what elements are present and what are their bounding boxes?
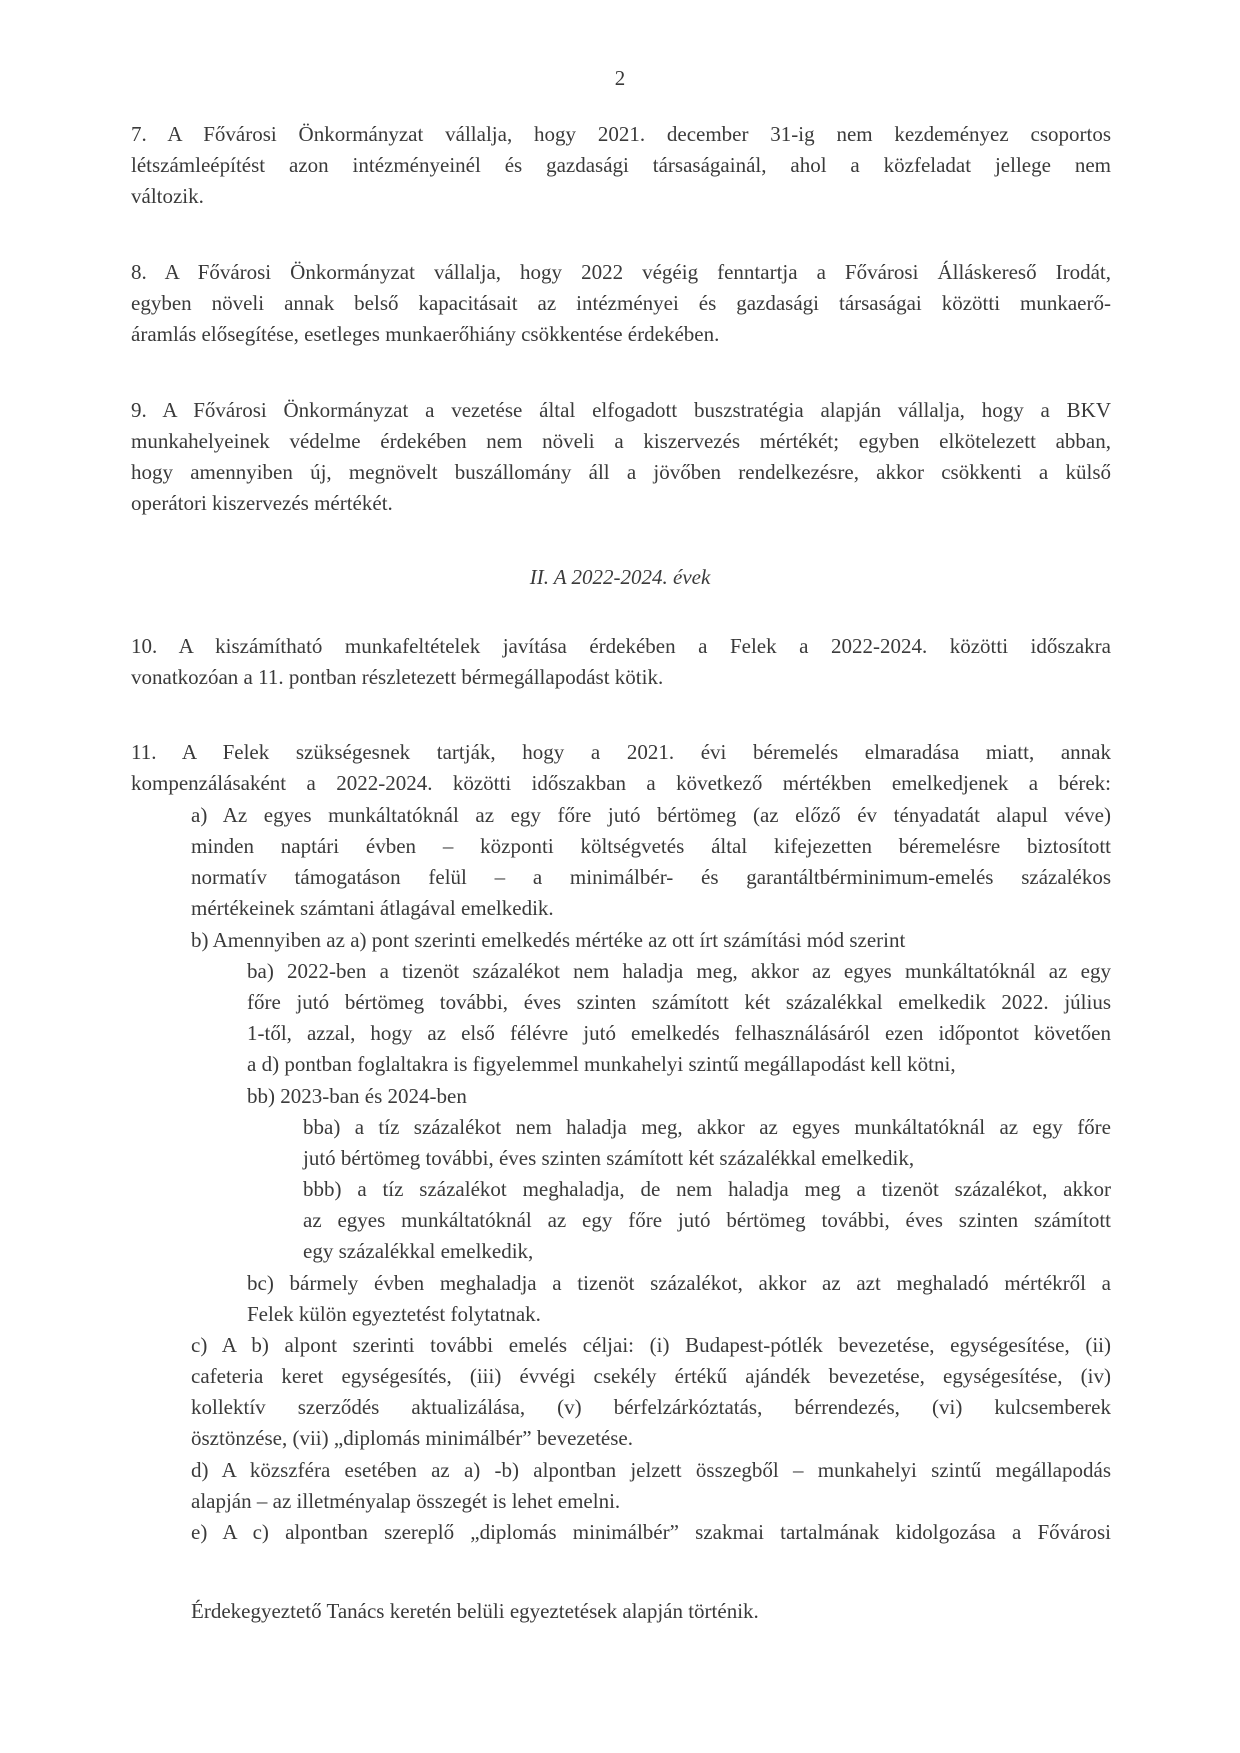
subpoint-line: cafeteria keret egységesítés, (iii) évvégi csekély értékű ajándék bevezetése, egységesítése, (iv) xyxy=(191,1364,1111,1388)
paragraph-line: egyben növeli annak belső kapacitásait az intézményei és gazdasági társaságai közötti munkaerő- xyxy=(131,291,1111,315)
subpoint-line: bba) a tíz százalékot nem haladja meg, akkor az egyes munkáltatóknál az egy főre xyxy=(303,1115,1111,1139)
subpoint-line: a) Az egyes munkáltatóknál az egy főre jutó bértömeg (az előző év tényadatát alapul véve) xyxy=(191,803,1111,827)
subpoint-line: Érdekegyeztető Tanács keretén belüli egyeztetések alapján történik. xyxy=(191,1599,759,1623)
subpoint-line: bbb) a tíz százalékot meghaladja, de nem haladja meg a tizenöt százalékot, akkor xyxy=(303,1177,1111,1201)
subpoint-line: Felek külön egyeztetést folytatnak. xyxy=(247,1302,541,1326)
paragraph-line: létszámleépítést azon intézményeinél és gazdasági társaságainál, ahol a közfeladat jellege nem xyxy=(131,153,1111,177)
paragraph-line: 9. A Fővárosi Önkormányzat a vezetése által elfogadott buszstratégia alapján vállalja, hogy a BKV xyxy=(131,398,1111,422)
subpoint-line: egy százalékkal emelkedik, xyxy=(303,1239,534,1263)
paragraph-line: operátori kiszervezés mértékét. xyxy=(131,491,393,515)
subpoint-b: b) Amennyiben az a) pont szerinti emelkedés mértéke az ott írt számítási mód szerint xyxy=(191,928,906,952)
paragraph-line: munkahelyeinek védelme érdekében nem növeli a kiszervezés mértékét; egyben elkötelezett abban, xyxy=(131,429,1111,453)
subpoint-line: normatív támogatáson felül – a minimálbér- és garantáltbérminimum-emelés százalékos xyxy=(191,865,1111,889)
paragraph-line: kompenzálásaként a 2022-2024. közötti időszakban a következő mértékben emelkedjenek a bérek: xyxy=(131,771,1111,795)
section-heading: II. A 2022-2024. évek xyxy=(529,565,711,589)
page-number: 2 xyxy=(614,66,626,90)
subpoint-line: főre jutó bértömeg további, éves szinten számított két százalékkal emelkedik 2022. július xyxy=(247,990,1111,1014)
subpoint-line: bc) bármely évben meghaladja a tizenöt százalékot, akkor az azt meghaladó mértékről a xyxy=(247,1271,1111,1295)
subpoint-line: minden naptári évben – központi költségvetés által kifejezetten béremelésre biztosított xyxy=(191,834,1111,858)
subpoint-line: e) A c) alpontban szereplő „diplomás minimálbér” szakmai tartalmának kidolgozása a Fővárosi xyxy=(191,1520,1111,1544)
paragraph-line: hogy amennyiben új, megnövelt buszállomány áll a jövőben rendelkezésre, akkor csökkenti a külső xyxy=(131,460,1111,484)
subpoint-line: alapján – az illetményalap összegét is lehet emelni. xyxy=(191,1489,621,1513)
subpoint-line: d) A közszféra esetében az a) -b) alpontban jelzett összegből – munkahelyi szintű megállapodás xyxy=(191,1458,1111,1482)
paragraph-line: 8. A Fővárosi Önkormányzat vállalja, hogy 2022 végéig fenntartja a Fővárosi Álláskereső Irodát, xyxy=(131,260,1111,284)
subpoint-line: 1-től, azzal, hogy az első félévre jutó emelkedés felhasználásáról ezen időpontot követően xyxy=(247,1021,1111,1045)
subpoint-line: c) A b) alpont szerinti további emelés céljai: (i) Budapest-pótlék bevezetése, egységesítése, (ii) xyxy=(191,1333,1111,1357)
paragraph-line: 7. A Fővárosi Önkormányzat vállalja, hogy 2021. december 31-ig nem kezdeményez csoportos xyxy=(131,122,1111,146)
paragraph-line: 11. A Felek szükségesnek tartják, hogy a 2021. évi béremelés elmaradása miatt, annak xyxy=(131,740,1111,764)
paragraph-line: változik. xyxy=(131,184,204,208)
subpoint-line: ba) 2022-ben a tizenöt százalékot nem haladja meg, akkor az egyes munkáltatóknál az egy xyxy=(247,959,1111,983)
subpoint-line: ösztönzése, (vii) „diplomás minimálbér” bevezetése. xyxy=(191,1426,633,1450)
subpoint-bb: bb) 2023-ban és 2024-ben xyxy=(247,1084,467,1108)
paragraph-line: 10. A kiszámítható munkafeltételek javítása érdekében a Felek a 2022-2024. közötti időszakra xyxy=(131,634,1111,658)
subpoint-line: a d) pontban foglaltakra is figyelemmel munkahelyi szintű megállapodást kell kötni, xyxy=(247,1052,956,1076)
subpoint-line: mértékeinek számtani átlagával emelkedik. xyxy=(191,896,554,920)
subpoint-line: kollektív szerződés aktualizálása, (v) bérfelzárkóztatás, bérrendezés, (vi) kulcsemberek xyxy=(191,1395,1111,1419)
paragraph-line: vonatkozóan a 11. pontban részletezett bérmegállapodást kötik. xyxy=(131,665,664,689)
subpoint-line: az egyes munkáltatóknál az egy főre jutó bértömeg további, éves szinten számított xyxy=(303,1208,1111,1232)
paragraph-line: áramlás elősegítése, esetleges munkaerőhiány csökkentése érdekében. xyxy=(131,322,720,346)
subpoint-line: jutó bértömeg további, éves szinten számított két százalékkal emelkedik, xyxy=(303,1146,915,1170)
